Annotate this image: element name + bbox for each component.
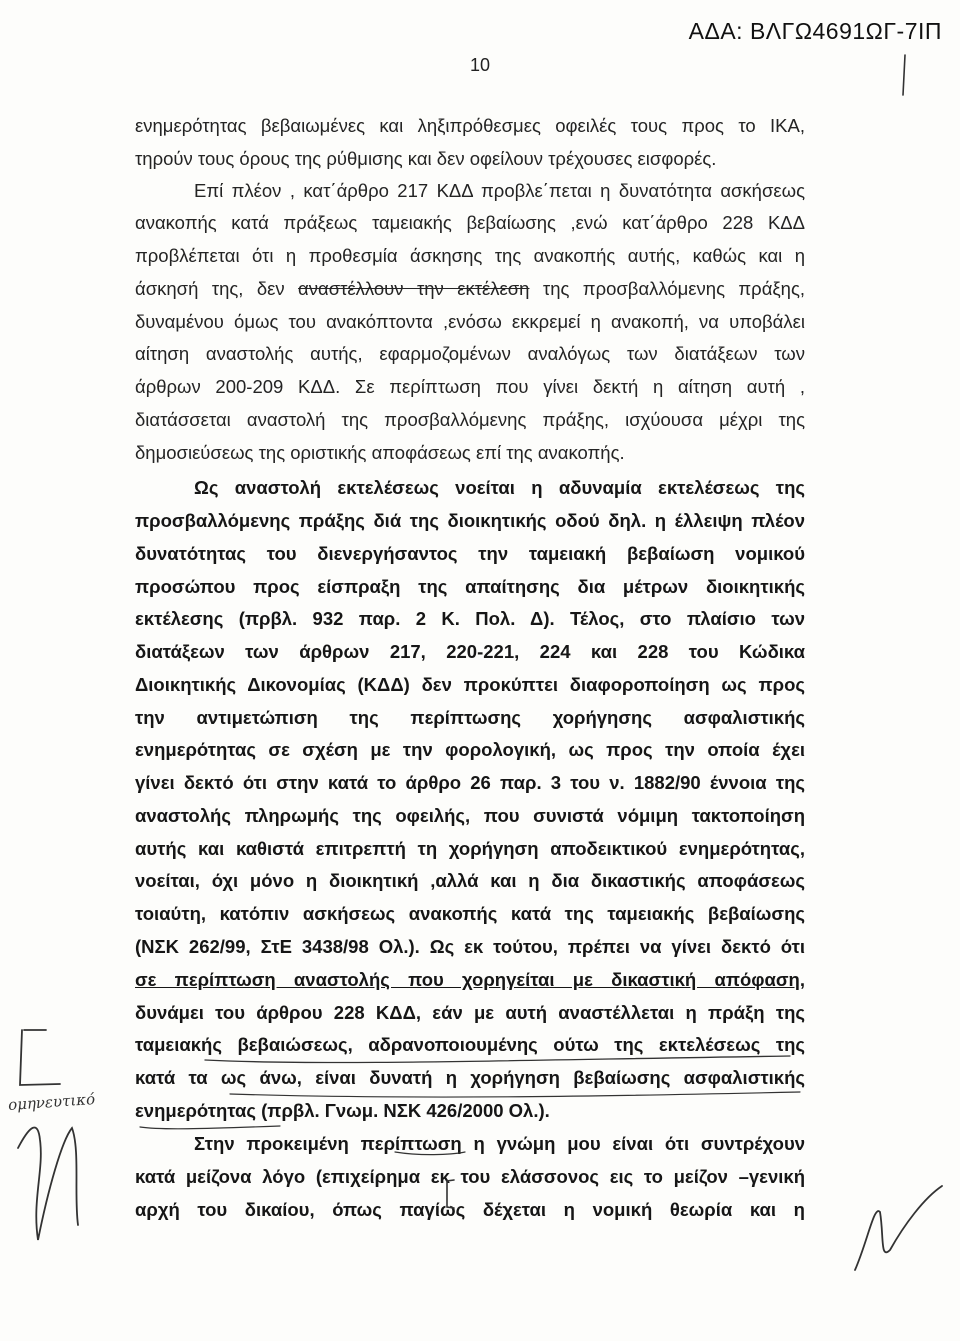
text-line: άρθρων 200-209 ΚΔΔ. Σε περίπτωση που γίνει δεκτή η αίτηση αυτή , — [135, 376, 805, 397]
text-line: εκτέλεσης (πρβλ. 932 παρ. 2 Κ. Πολ. Δ). Τέλος, στο πλαίσιο των — [135, 608, 805, 629]
margin-bracket-mark — [20, 1030, 60, 1085]
text-line: ενημερότητας (πρβλ. Γνωμ. ΝΣΚ 426/2000 Ολ.). — [135, 1100, 550, 1121]
text-line: κατά τα ως άνω, είναι δυνατή η χορήγηση βεβαίωσης ασφαλιστικής — [135, 1067, 805, 1088]
text-line: ταμειακής βεβαιώσεως, αδρανοποιουμένης ούτω της εκτελέσεως της — [135, 1034, 805, 1055]
text-line: αυτής και καθιστά επιτρεπτή τη χορήγηση αποδεικτικού ενημερότητας, — [135, 838, 805, 859]
text-line: τηρούν τους όρους της ρύθμισης και δεν οφείλουν τρέχουσες εισφορές. — [135, 148, 717, 169]
signature-mark — [855, 1186, 942, 1270]
margin-signature-mark — [18, 1128, 78, 1240]
underlined-text-line: σε περίπτωση αναστολής που χορηγείται με δικαστική απόφαση, — [135, 969, 805, 990]
text-line: Διοικητικής Δικονομίας (ΚΔΔ) δεν προκύπτει διαφοροποίηση ως προς — [135, 674, 805, 695]
text-line: προσώπου προς είσπραξη της απαίτησης δια μέτρων διοικητικής — [135, 576, 805, 597]
text-line: Στην προκειμένη περίπτωση η γνώμη μου είναι ότι συντρέχουν — [194, 1133, 805, 1154]
struck-text: αναστέλλουν την εκτέλεση — [298, 278, 530, 299]
text-line: δυναμένου όμως του ανακόπτοντα ,ενόσω εκκρεμεί η ανακοπή, να υποβάλει — [135, 311, 805, 332]
text-segment: της προσβαλλόμενης πράξης, — [542, 278, 806, 299]
page-number: 10 — [469, 55, 491, 75]
text-line: γίνει δεκτό ότι στην κατά το άρθρο 26 παρ. 3 του ν. 1882/90 έννοια της — [135, 772, 805, 793]
text-line: τοιαύτη, κατόπιν ασκήσεως ανακοπής κατά της ταμειακής βεβαίωσης — [135, 903, 805, 924]
ada-identifier: ΑΔΑ: ΒΛΓΩ4691ΩΓ-7ΙΠ — [688, 18, 942, 44]
text-line: διατάξεων των άρθρων 217, 220-221, 224 και 228 του Κώδικα — [135, 641, 805, 662]
text-line: αρχή του δικαίου, όπως παγίως δέχεται η νομική θεωρία και η — [135, 1199, 805, 1220]
text-line: δυνατότητας του διενεργήσαντος την ταμειακή βεβαίωση νομικού — [135, 543, 805, 564]
text-line: (ΝΣΚ 262/99, ΣτΕ 3438/98 Ολ.). Ως εκ τούτου, πρέπει να γίνει δεκτό ότι — [135, 936, 805, 957]
text-line: Ως αναστολή εκτελέσεως νοείται η αδυναμία εκτελέσεως της — [194, 477, 805, 498]
text-line: δημοσιεύσεως της οριστικής αποφάσεως επί της ανακοπής. — [135, 442, 625, 463]
text-line: Επί πλέον , κατ΄άρθρο 217 ΚΔΔ προβλε΄πεται η δυνατότητα ασκήσεως — [194, 180, 805, 201]
handwritten-margin-note: ομηνευτικό — [7, 1089, 96, 1115]
text-line: ανακοπής κατά πράξεως ταμειακής βεβαίωσης ,ενώ κατ΄άρθρο 228 ΚΔΔ — [135, 212, 805, 233]
underline-mark — [140, 1126, 280, 1129]
text-line: την αντιμετώπιση της περίπτωσης χορήγησης ασφαλιστικής — [135, 707, 805, 728]
text-line-with-strike — [135, 276, 805, 302]
text-segment: άσκησή της, δεν — [135, 278, 285, 299]
text-line: προσβαλλόμενης πράξης διά της διοικητικής οδού δηλ. η έλλειψη πλέον — [135, 510, 805, 531]
text-line: αναστολής πληρωμής της οφειλής, που συνιστά νόμιμη τακτοποίηση — [135, 805, 805, 826]
text-line: ενημερότητας βεβαιωμένες και ληξιπρόθεσμες οφειλές τους προς το ΙΚΑ, — [135, 115, 805, 136]
text-line: ενημερότητας σε σχέση με την φορολογική, ως προς την οποία έχει — [135, 739, 805, 760]
text-line: προβλέπεται ότι η προθεσμία άσκησης της ανακοπής αυτής, καθώς και η — [135, 245, 805, 266]
text-line: νοείται, όχι μόνο η διοικητική ,αλλά και η δια δικαστικής αποφάσεως — [135, 870, 805, 891]
text-line: κατά μείζονα λόγο (επιχείρημα εκ του ελάσσονος εις το μείζον –γενική — [135, 1166, 805, 1187]
underline-mark — [230, 1092, 800, 1097]
text-line: διατάσσεται αναστολή της προσβαλλόμενης πράξης, ισχύουσα μέχρι της — [135, 409, 805, 430]
text-line: δυνάμει του άρθρου 228 ΚΔΔ, εάν με αυτή αναστέλλεται η πράξη της — [135, 1002, 805, 1023]
text-line: αίτηση αναστολής αυτής, εφαρμοζομένων αναλόγως των διατάξεων των — [135, 343, 805, 364]
